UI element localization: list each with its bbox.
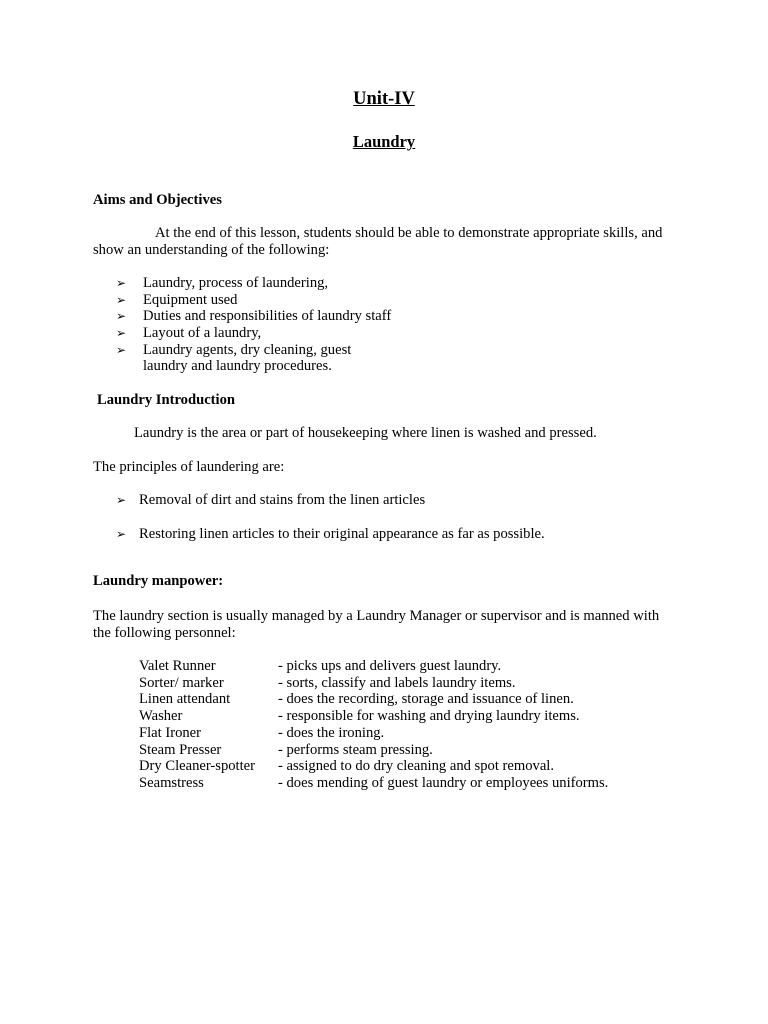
aims-heading: Aims and Objectives: [93, 192, 222, 208]
staff-duty: - sorts, classify and labels laundry items.: [278, 674, 516, 691]
staff-role: Linen attendant: [139, 691, 231, 708]
list-item: ➢ Duties and responsibilities of laundry staff: [116, 308, 392, 325]
principles-lead: The principles of laundering are:: [93, 459, 285, 475]
introduction-definition: Laundry is the area or part of housekeeping where linen is washed and pressed.: [134, 425, 597, 441]
principle-item: ➢ Restoring linen articles to their original appearance as far as possible.: [116, 526, 545, 542]
staff-duty: - responsible for washing and drying laundry items.: [278, 708, 580, 725]
staff-role: Washer: [139, 708, 183, 725]
staff-role: Seamstress: [139, 774, 204, 791]
aims-list: [116, 275, 391, 375]
staff-duty: - does the ironing.: [278, 724, 385, 741]
unit-title: Unit-IV: [353, 89, 415, 109]
staff-duty: - does mending of guest laundry or employees uniforms.: [278, 774, 609, 791]
staff-duty: - performs steam pressing.: [278, 741, 433, 758]
table-row: [139, 658, 608, 675]
staff-role: Sorter/ marker: [139, 674, 224, 691]
page-title: Laundry: [352, 132, 416, 151]
arrow-bullet-icon: ➢: [116, 309, 127, 324]
arrow-bullet-icon: ➢: [116, 276, 127, 290]
table-row: [139, 775, 608, 792]
arrow-bullet-icon: ➢: [116, 493, 127, 507]
staff-role: Dry Cleaner-spotter: [139, 758, 256, 775]
list-item: ➢ Laundry agents, dry cleaning, guest: [116, 341, 352, 358]
table-row: [139, 691, 608, 708]
principle-item: ➢ Removal of dirt and stains from the linen articles: [116, 492, 426, 508]
staff-role: Flat Ironer: [139, 724, 202, 741]
table-row: [139, 758, 608, 775]
manpower-intro-paragraph: The laundry section is usually managed by a Laundry Manager or supervisor and is manned with the following personnel:: [93, 608, 660, 641]
arrow-bullet-icon: ➢: [116, 342, 127, 357]
staff-role: Valet Runner: [139, 658, 216, 674]
staff-duty: - picks ups and delivers guest laundry.: [278, 658, 502, 674]
list-item: ➢ Equipment used: [116, 291, 238, 308]
aims-intro-paragraph: At the end of this lesson, students should be able to demonstrate appropriate skills, and show an understanding of the following:: [93, 225, 663, 258]
table-row: [139, 675, 608, 692]
table-row: [139, 725, 608, 742]
staff-duty: - assigned to do dry cleaning and spot removal.: [278, 758, 554, 775]
introduction-heading: Laundry Introduction: [97, 392, 236, 408]
table-row: [139, 708, 608, 725]
list-item: ➢ Laundry, process of laundering,: [116, 275, 329, 291]
arrow-bullet-icon: ➢: [116, 292, 127, 307]
arrow-bullet-icon: ➢: [116, 527, 127, 541]
arrow-bullet-icon: ➢: [116, 326, 127, 341]
staff-table: [139, 658, 608, 792]
list-item-continuation: laundry and laundry procedures.: [143, 358, 332, 375]
staff-duty: - does the recording, storage and issuance of linen.: [278, 691, 574, 708]
manpower-heading: Laundry manpower:: [93, 573, 224, 589]
staff-role: Steam Presser: [139, 741, 222, 758]
list-item: ➢ Layout of a laundry,: [116, 325, 262, 342]
table-row: [139, 742, 608, 759]
